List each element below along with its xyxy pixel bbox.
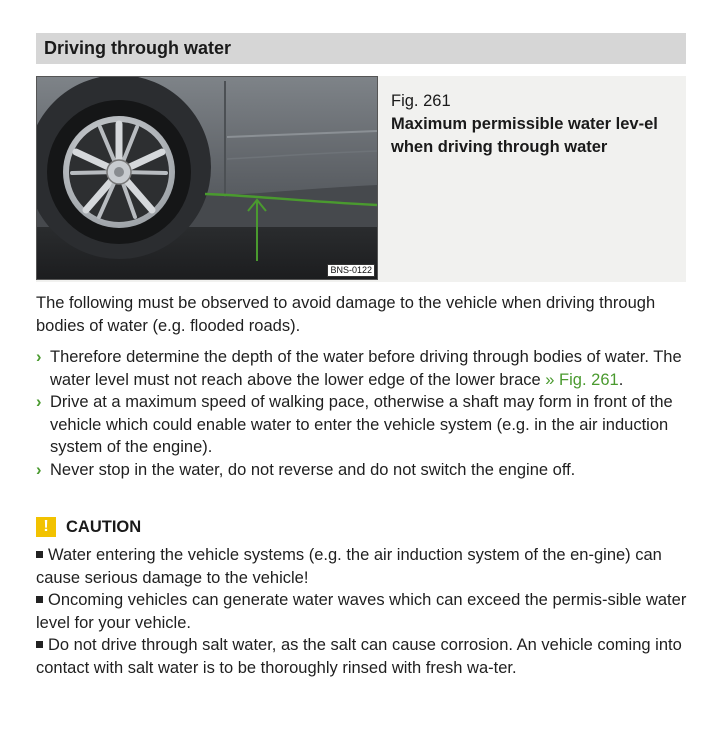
square-bullet-icon [36,551,43,558]
instruction-text: Never stop in the water, do not reverse and do not switch the engine off. [50,460,576,479]
caution-text: Oncoming vehicles can generate water waves which can exceed the permis-sible water level for your vehicle. [36,591,687,632]
bullet-arrow-icon: › [36,393,42,411]
instruction-text-end: . [618,370,624,389]
square-bullet-icon [36,641,43,648]
instruction-item [36,391,691,459]
square-bullet-icon [36,596,43,603]
figure-reference-link[interactable]: » Fig. 261 [545,370,619,389]
car-wheel-illustration [37,77,377,279]
instruction-item [36,346,691,391]
caution-item [36,634,691,679]
figure-title: Maximum permissible water lev-el when driving through water [391,115,658,156]
instruction-list [36,346,691,481]
figure-illustration [36,76,378,280]
caution-text: Do not drive through salt water, as the salt can cause corrosion. An vehicle coming into contact with salt water is to be thoroughly rinsed with fresh wa-ter. [36,636,682,677]
figure-number: Fig. 261 [391,92,451,110]
warning-icon: ! [36,517,56,537]
caution-item [36,544,691,589]
caution-title: CAUTION [66,517,142,536]
intro-paragraph: The following must be observed to avoid damage to the vehicle when driving through bodies of water (e.g. flooded roads). [36,294,656,335]
figure-caption [391,90,676,159]
instruction-text: Therefore determine the depth of the water before driving through bodies of water. The water level must not reach above the lower edge of the lower brace [50,348,682,389]
caution-text: Water entering the vehicle systems (e.g. the air induction system of the en-gine) can cause serious damage to the vehicle! [36,546,662,587]
instruction-text: Drive at a maximum speed of walking pace, otherwise a shaft may form in front of the vehicle which could enable water to enter the vehicle system (e.g. in the air induction system of the engine). [50,393,673,456]
bullet-arrow-icon: › [36,460,42,479]
instruction-item [36,459,691,482]
bullet-arrow-icon: › [36,348,42,366]
caution-heading [36,517,141,537]
section-title: Driving through water [44,38,232,58]
caution-item [36,589,691,634]
figure-box [36,76,686,282]
figure-code: BNS-0122 [327,264,375,277]
caution-list [36,544,691,679]
section-header [36,33,686,64]
